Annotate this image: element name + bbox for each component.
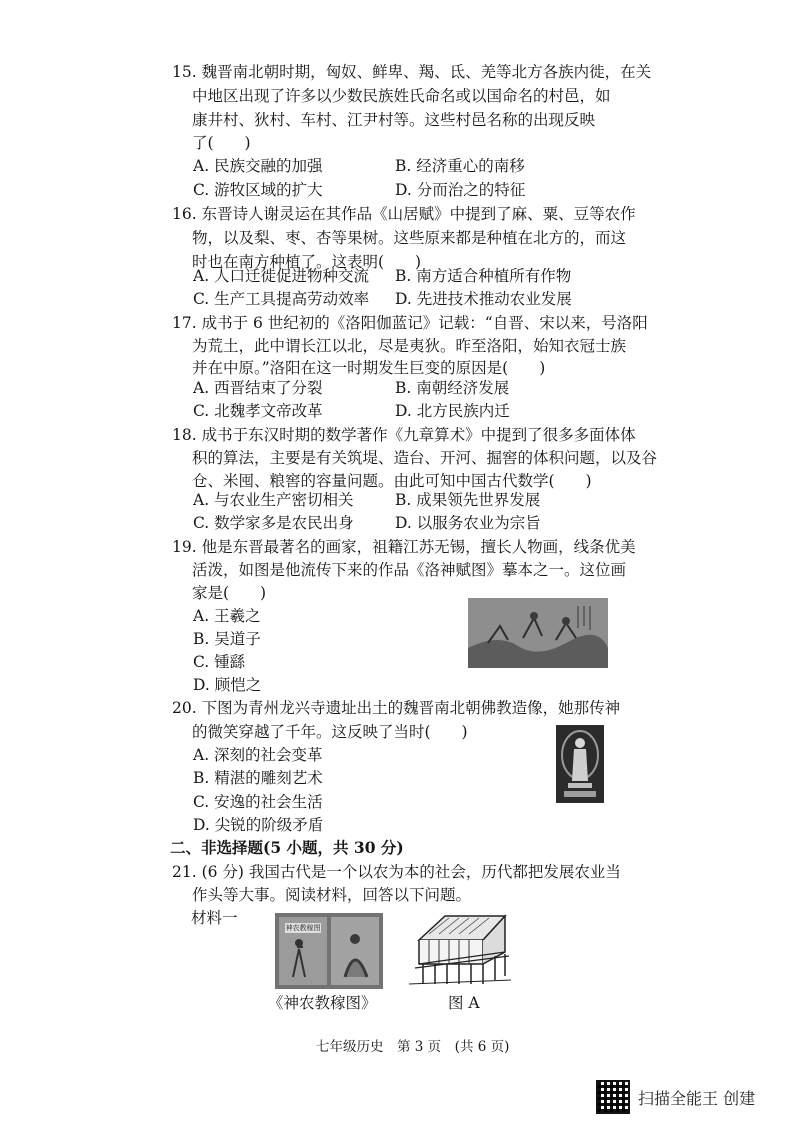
q21-line-2: 作头等大事。阅读材料，回答以下问题。 (192, 886, 472, 904)
q18-line-2: 积的算法，主要是有关筑堤、造台、开河、掘窖的体积问题，以及谷 (192, 449, 658, 467)
q16-line-2: 物，以及梨、枣、杏等果树。这些原来都是种植在北方的，而这 (192, 229, 627, 247)
q15-line-1: 15. 魏晋南北朝时期，匈奴、鲜卑、羯、氐、羌等北方各族内徙，在关 (172, 63, 652, 81)
q20-option-c: C. 安逸的社会生活 (193, 793, 323, 811)
q19-line-1: 19. 他是东晋最著名的画家，祖籍江苏无锡，擅长人物画，线条优美 (172, 538, 636, 556)
page-footer: 七年级历史 第 3 页 (共 6 页) (316, 1039, 510, 1055)
scanner-watermark (596, 1080, 755, 1114)
luoshen-painting-image (468, 598, 608, 668)
q16-line-3: 时也在南方种植了。这表明( ) (192, 253, 422, 271)
q16-option-a: A. 人口迁徙促进物种交流 (193, 267, 370, 285)
q15-line-3: 康井村、狄村、车村、江尹村等。这些村邑名称的出现反映 (192, 111, 596, 129)
q19-option-b: B. 吴道子 (193, 630, 261, 648)
q17-line-2: 为荒土，此中谓长江以北，尽是夷狄。昨至洛阳，始知衣冠士族 (192, 337, 627, 355)
buddha-statue-image (556, 725, 604, 803)
stilt-house-figure (405, 910, 511, 990)
q17-option-a: A. 西晋结束了分裂 (193, 379, 323, 397)
q19-option-a: A. 王羲之 (193, 607, 261, 625)
q17-option-d: D. 北方民族内迁 (395, 402, 510, 420)
q19-line-2: 活泼，如图是他流传下来的作品《洛神赋图》摹本之一。这位画 (192, 561, 627, 579)
q17-option-c: C. 北魏孝文帝改革 (193, 402, 323, 420)
q16-option-b: B. 南方适合种植所有作物 (395, 267, 572, 285)
q19-line-3: 家是( ) (192, 584, 267, 602)
q18-line-3: 仓、米囤、粮窖的容量问题。由此可知中国古代数学( ) (192, 472, 592, 490)
stilt-house-illustration (405, 910, 511, 990)
q20-option-a: A. 深刻的社会变革 (193, 746, 323, 764)
q16-line-1: 16. 东晋诗人谢灵运在其作品《山居赋》中提到了麻、粟、豆等农作 (172, 205, 636, 223)
q17-line-3: 并在中原。”洛阳在这一时期发生巨变的原因是( ) (192, 359, 546, 377)
q15-option-c: C. 游牧区域的扩大 (193, 181, 323, 199)
q15-line-2: 中地区出现了许多以少数民族姓氏命名或以国命名的村邑，如 (192, 87, 611, 105)
material-1-label: 材料一 (191, 909, 238, 927)
q20-line-1: 20. 下图为青州龙兴寺遗址出土的魏晋南北朝佛教造像，她那传神 (172, 699, 621, 717)
shennong-image-title: 神农教稼图 (285, 924, 321, 932)
caption-shennong: 《神农教稼图》 (268, 994, 377, 1012)
q15-option-b: B. 经济重心的南移 (395, 157, 525, 175)
q17-line-1: 17. 成书于 6 世纪初的《洛阳伽蓝记》记载：“自晋、宋以来，号洛阳 (172, 314, 648, 332)
q16-option-c: C. 生产工具提高劳动效率 (193, 290, 370, 308)
q21-line-1: 21. (6 分) 我国古代是一个以农为本的社会，历代都把发展农业当 (172, 863, 621, 881)
watermark-text: 扫描全能王 创建 (638, 1088, 756, 1108)
q15-line-4: 了( ) (192, 134, 251, 152)
statue-illustration (556, 725, 604, 803)
shennong-image (275, 913, 383, 989)
caption-figure-a: 图 A (448, 994, 480, 1012)
q15-option-a: A. 民族交融的加强 (193, 157, 323, 175)
painting-illustration (468, 598, 608, 668)
q18-line-1: 18. 成书于东汉时期的数学著作《九章算术》中提到了很多多面体体 (172, 426, 636, 444)
q18-option-a: A. 与农业生产密切相关 (193, 491, 354, 509)
q18-option-b: B. 成果领先世界发展 (395, 491, 541, 509)
q18-option-d: D. 以服务农业为宗旨 (395, 514, 541, 532)
section-2-heading: 二、非选择题(5 小题，共 30 分) (170, 838, 404, 857)
q20-option-b: B. 精湛的雕刻艺术 (193, 769, 323, 787)
q19-option-d: D. 顾恺之 (193, 676, 262, 694)
q20-option-d: D. 尖锐的阶级矛盾 (193, 816, 324, 834)
q20-line-2: 的微笑穿越了千年。这反映了当时( ) (192, 723, 468, 741)
qr-code-icon (596, 1080, 630, 1114)
q15-option-d: D. 分而治之的特征 (395, 181, 526, 199)
q18-option-c: C. 数学家多是农民出身 (193, 514, 354, 532)
q17-option-b: B. 南朝经济发展 (395, 379, 510, 397)
q19-option-c: C. 锺繇 (193, 653, 246, 671)
q16-option-d: D. 先进技术推动农业发展 (395, 290, 572, 308)
